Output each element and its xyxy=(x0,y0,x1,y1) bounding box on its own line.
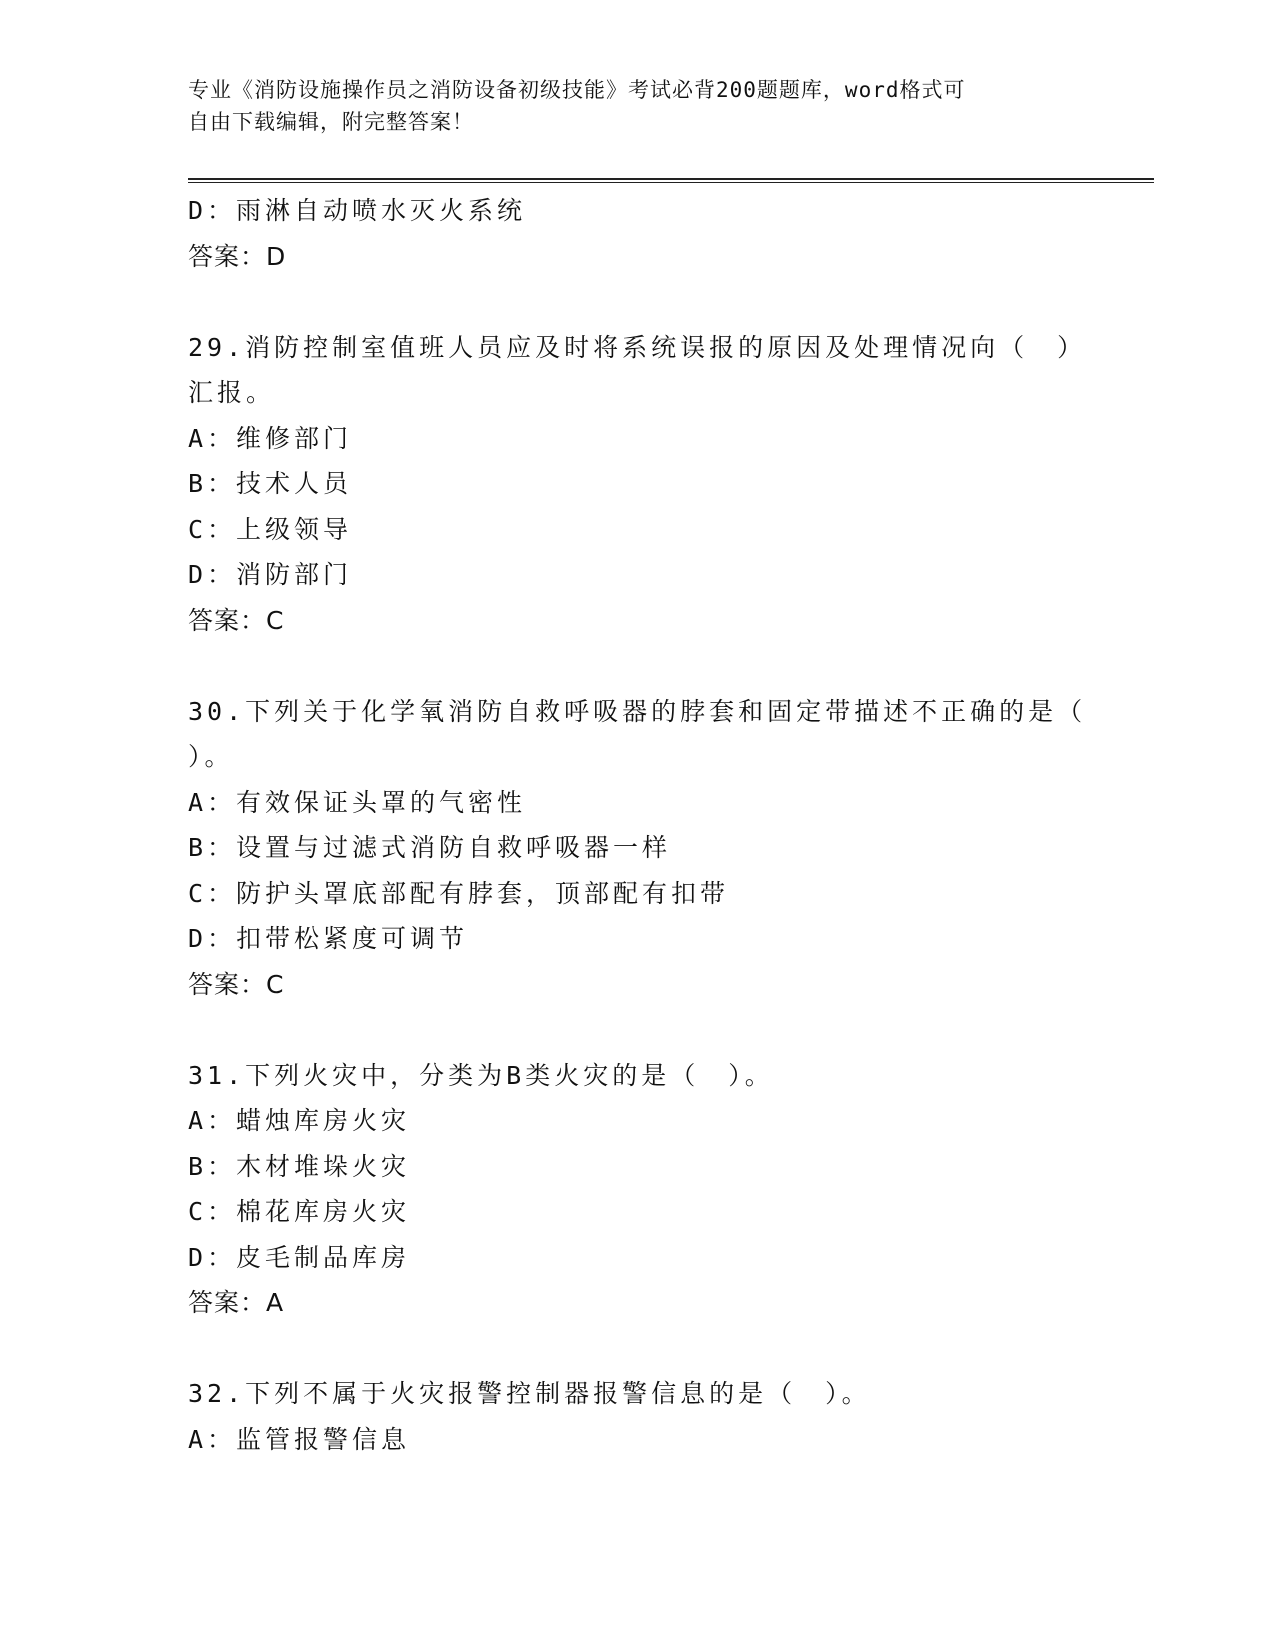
option-b: B：技术人员 xyxy=(188,469,353,498)
option-c: C：棉花库房火灾 xyxy=(188,1197,411,1226)
option-d: D：皮毛制品库房 xyxy=(188,1242,411,1272)
header-divider xyxy=(188,178,1154,183)
option-b: B：木材堆垛火灾 xyxy=(188,1151,411,1181)
option-d: D：扣带松紧度可调节 xyxy=(188,924,469,953)
option-a: A：维修部门 xyxy=(188,423,353,453)
document-header xyxy=(188,74,1088,138)
question-list xyxy=(188,188,1088,1462)
option-d: D：消防部门 xyxy=(188,560,353,589)
header-line-1: 专业《消防设施操作员之消防设备初级技能》考试必背200题题库，word格式可 xyxy=(188,78,966,102)
option-a: A：监管报警信息 xyxy=(188,1424,411,1454)
question-29 xyxy=(188,325,1088,644)
answer: 答案：C xyxy=(188,969,285,999)
question-31 xyxy=(188,1053,1088,1326)
question-32 xyxy=(188,1371,1088,1462)
question-stem: 30.下列关于化学氧消防自救呼吸器的脖套和固定带描述不正确的是（ xyxy=(188,696,1087,726)
answer: 答案：C xyxy=(188,605,285,635)
option-a: A：蜡烛库房火灾 xyxy=(188,1106,411,1135)
option-a: A：有效保证头罩的气密性 xyxy=(188,787,527,817)
option-b: B：设置与过滤式消防自救呼吸器一样 xyxy=(188,833,672,862)
question-stem-cont: ）。 xyxy=(188,742,234,771)
question-stem: 32.下列不属于火灾报警控制器报警信息的是（ ）。 xyxy=(188,1379,871,1408)
answer: 答案：A xyxy=(188,1288,285,1317)
option-c: C：防护头罩底部配有脖套，顶部配有扣带 xyxy=(188,878,730,908)
question-30 xyxy=(188,689,1088,1008)
prev-answer: 答案：D xyxy=(188,241,287,271)
option-c: C：上级领导 xyxy=(188,514,353,544)
prev-option-d: D：雨淋自动喷水灭火系统 xyxy=(188,196,527,225)
header-line-2: 自由下载编辑，附完整答案！ xyxy=(188,110,474,134)
question-stem-cont: 汇报。 xyxy=(188,378,276,407)
question-stem: 31.下列火灾中，分类为B类火灾的是（ ）。 xyxy=(188,1060,774,1090)
question-stem: 29.消防控制室值班人员应及时将系统误报的原因及处理情况向（ ） xyxy=(188,332,1087,362)
